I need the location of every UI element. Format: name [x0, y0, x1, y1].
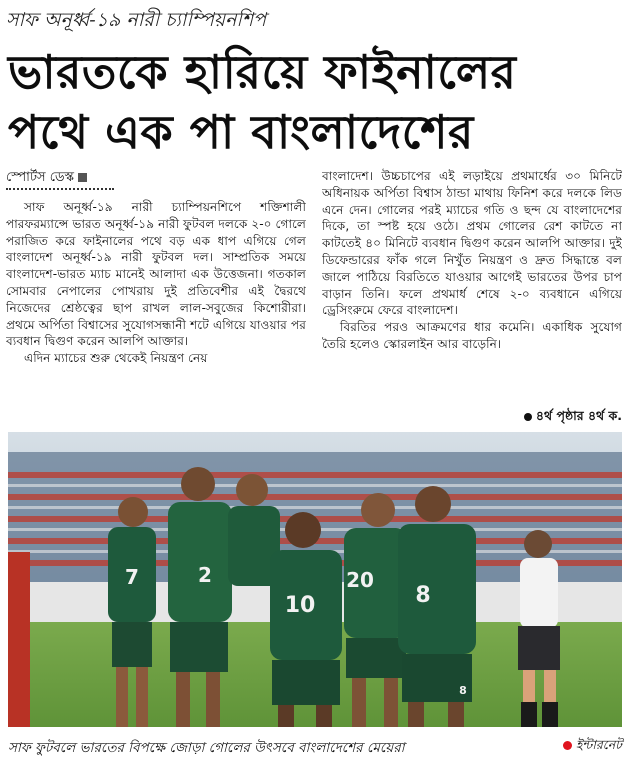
byline-text: স্পোর্টস ডেস্ক	[6, 170, 74, 185]
jersey-number: 8	[415, 583, 431, 608]
photo-credit	[563, 737, 622, 757]
photo-caption: সাফ ফুটবলে ভারতের বিপক্ষে জোড়া গোলের উৎসবে বাংলাদেশের মেয়েরা	[8, 740, 405, 756]
byline	[6, 168, 87, 189]
photo-credit-text: ইন্টারনেট	[575, 737, 622, 752]
jersey-number: 2	[198, 563, 212, 587]
team-celebration-photo	[8, 432, 622, 727]
byline-divider	[6, 188, 114, 190]
section-kicker: সাফ অনূর্ধ্ব-১৯ নারী চ্যাম্পিয়নশিপ	[6, 9, 266, 31]
article-paragraph: বাংলাদেশ। উচ্চচাপের এই লড়াইয়ে প্রথমার্ধের ৩০ মিনিটে অধিনায়ক অর্পিতা বিশ্বাস ঠান্ডা মাথায় ফিনিশ করে দলকে লিড এনে দেন। গোলের পরই ম্যাচের গতি ও ছন্দ যে বাংলাদেশের দিকে, তা স্পষ্ট হয়ে ওঠে। প্রথম গোলের রেশ কাটতে না কাটতেই ৪০ মিনিটে ব্যবধান দ্বিগুণ করেন আলপি আক্তার। দুই ডিফেন্ডারের ফাঁক গলে নিখুঁত নিয়ন্ত্রণ ও দ্রুত সিদ্ধান্তে বল জালে পাঠিয়ে বিরতিতে যাওয়ার আগেই ভারতের উপর চাপ বাড়ান তিনি। ফলে প্রথমার্ধ শেষে ২-০ ব্যবধানে এগিয়ে ড্রেসিংরুমে ফেরে বাংলাদেশ।	[322, 169, 622, 318]
continued-note	[524, 408, 622, 428]
headline	[8, 42, 623, 162]
article-column-left	[6, 199, 306, 425]
bullet-icon	[524, 413, 532, 421]
article-column-right	[322, 168, 622, 410]
article-paragraph: বিরতির পরও আক্রমণের ধার কমেনি। একাধিক সুযোগ তৈরি হলেও স্কোরলাইন আর বাড়েনি।	[322, 320, 622, 351]
article-paragraph: সাফ অনূর্ধ্ব-১৯ নারী চ্যাম্পিয়নশিপে শক্তিশালী পারফরম্যান্সে ভারত অনূর্ধ্ব-১৯ নারী ফুটবল দলকে ২-০ গোলে পরাজিত করে ফাইনালের পথে বড় এক ধাপ এগিয়ে গেল বাংলাদেশ অনূর্ধ্ব-১৯ নারী ফুটবল দল। সাম্প্রতিক সময়ে বাংলাদেশ-ভারত ম্যাচ মানেই আলাদা এক উত্তেজনা। গতকাল সোমবার নেপালের পোখরায় দুই প্রতিবেশীর এই দ্বৈরথে নিজেদের শ্রেষ্ঠত্বের ছাপ রাখল লাল-সবুজের কিশোরীরা। প্রথমে অর্পিতা বিশ্বাসের সুযোগসন্ধানী শটে এগিয়ে যাওয়ার পর ব্যবধান দ্বিগুণ করেন আলপি আক্তার।	[6, 200, 306, 349]
headline-line-1: ভারতকে হারিয়ে ফাইনালের	[8, 45, 517, 99]
headline-line-2: পথে এক পা বাংলাদেশের	[8, 105, 474, 159]
news-photo	[8, 432, 622, 727]
article-paragraph: এদিন ম্যাচের শুরু থেকেই নিয়ন্ত্রণ নেয়	[24, 351, 208, 366]
credit-dot-icon	[563, 741, 572, 750]
jersey-number: 7	[125, 565, 139, 589]
byline-square-icon	[78, 173, 87, 182]
jersey-number: 20	[346, 568, 374, 592]
continued-text: ৪র্থ পৃষ্ঠার ৪র্থ ক.	[535, 408, 622, 423]
shorts-number: 8	[459, 684, 467, 697]
jersey-number: 10	[284, 593, 316, 618]
